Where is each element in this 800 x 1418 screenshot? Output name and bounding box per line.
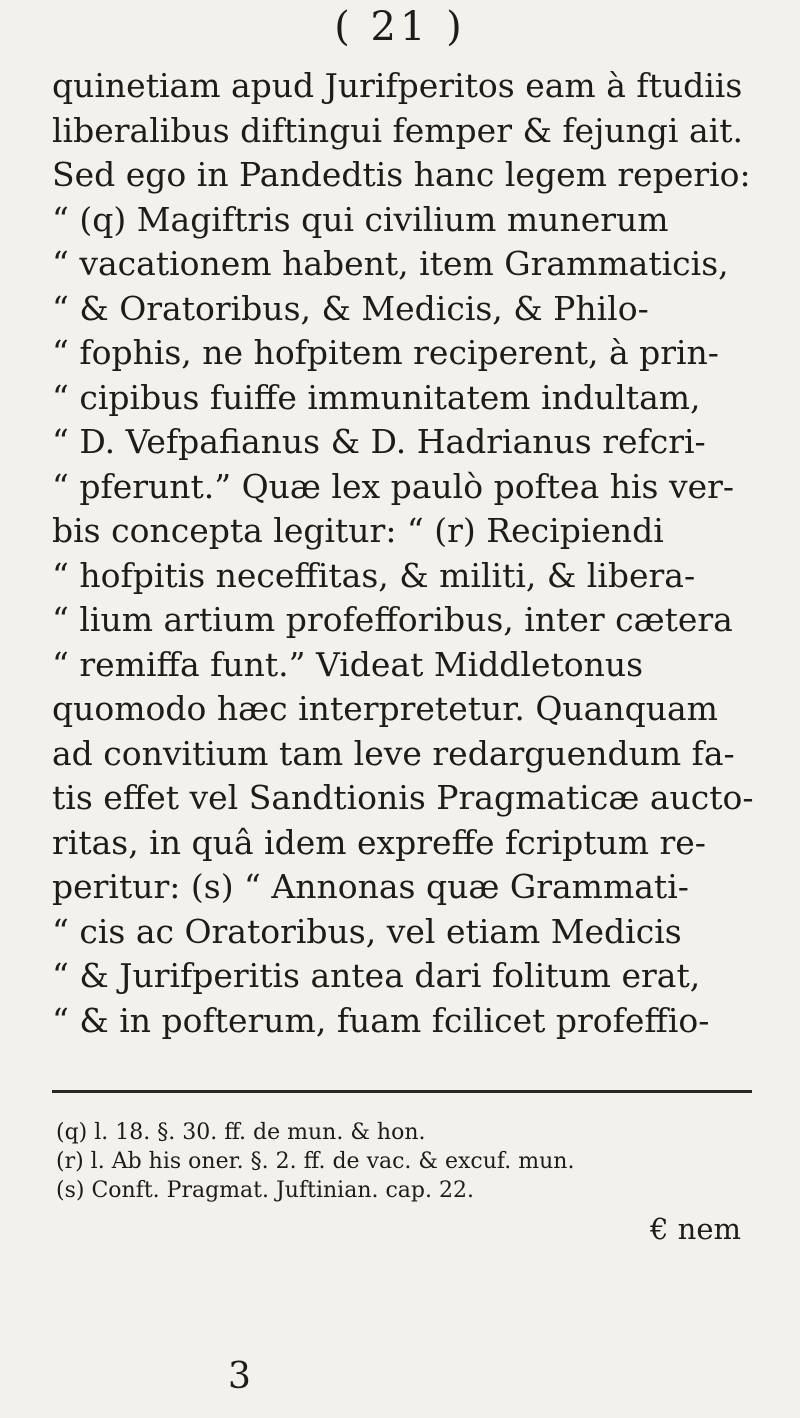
catchword: € nem [650, 1212, 742, 1246]
text-line: bis concepta legitur: “ (r) Recipiendi [52, 511, 664, 550]
text-line: “ fophis, ne hofpitem reciperent, à prin- [52, 333, 719, 372]
text-line: “ D. Vefpafianus & D. Hadrianus refcri- [52, 422, 706, 461]
footnote-r: (r) l. Ab his oner. §. 2. ff. de vac. & excuf. mun. [56, 1149, 575, 1174]
text-line: quinetiam apud Jurifperitos eam à ftudiis [52, 66, 743, 105]
text-line: peritur: (s) “ Annonas quæ Grammati- [52, 867, 689, 906]
page-number: ( 21 ) [334, 4, 466, 50]
footnote-rule [52, 1090, 752, 1093]
text-line: “ & Jurifperitis antea dari folitum erat, [52, 956, 701, 995]
text-line: quomodo hæc interpretetur. Quanquam [52, 689, 718, 728]
text-line: Sed ego in Pandedtis hanc legem reperio: [52, 155, 751, 194]
text-line: “ lium artium profefforibus, inter cætera [52, 600, 733, 639]
text-line: “ hofpitis neceffitas, & militi, & libera- [52, 555, 696, 595]
footnotes [56, 1118, 756, 1205]
text-line: liberalibus diftingui femper & fejungi ait. [52, 110, 743, 150]
footnote-q: (q) l. 18. §. 30. ff. de mun. & hon. [56, 1120, 426, 1145]
text-line: “ remiffa funt.” Videat Middletonus [52, 644, 644, 684]
text-line: tis effet vel Sandtionis Pragmaticæ aucto- [52, 778, 754, 817]
text-line: “ (q) Magiftris qui civilium munerum [52, 199, 669, 239]
text-line: ritas, in quâ idem expreffe fcriptum re- [52, 822, 706, 862]
signature-mark: 3 [228, 1356, 251, 1397]
text-line: ad convitium tam leve redarguendum fa- [52, 733, 735, 773]
text-line: “ & in pofterum, fuam fcilicet profeffio- [52, 1000, 710, 1040]
text-line: “ vacationem habent, item Grammaticis, [52, 244, 729, 283]
footnote-s: (s) Conft. Pragmat. Juftinian. cap. 22. [56, 1178, 474, 1203]
main-text [52, 64, 752, 1043]
text-line: “ cipibus fuiffe immunitatem indultam, [52, 377, 701, 417]
text-line: “ & Oratoribus, & Medicis, & Philo- [52, 288, 649, 328]
text-line: “ cis ac Oratoribus, vel etiam Medicis [52, 911, 682, 951]
text-line: “ pferunt.” Quæ lex paulò poftea his ver- [52, 466, 735, 506]
